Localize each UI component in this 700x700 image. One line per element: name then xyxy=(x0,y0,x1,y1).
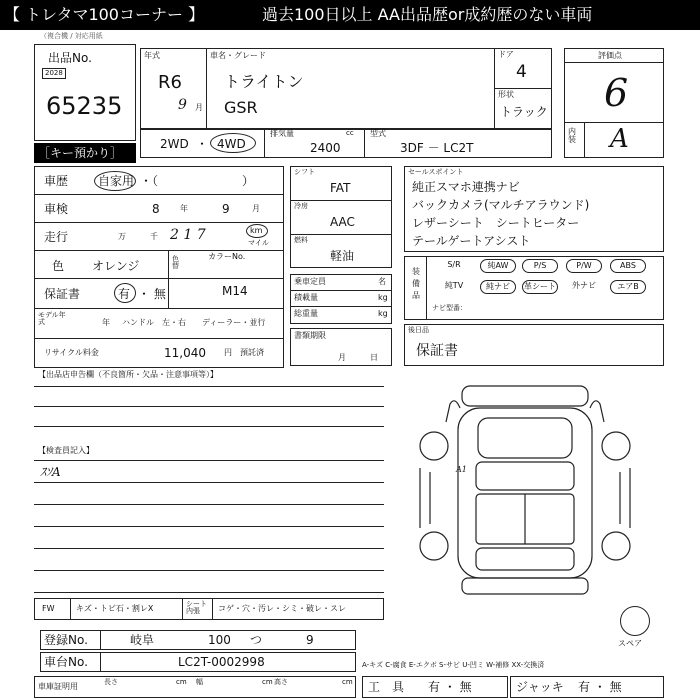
equip-extnav: 外ナビ xyxy=(572,281,596,290)
jack-value: 有 ・ 無 xyxy=(578,680,622,694)
selling-line-3: レザーシート シートヒーター xyxy=(412,216,580,230)
car-label: 車名・グレード xyxy=(210,51,266,60)
registration-place: 岐阜 xyxy=(130,633,155,647)
expiry-label: 書類期限 xyxy=(294,331,326,340)
interior-value: A xyxy=(610,124,629,154)
key-box xyxy=(34,143,136,163)
weight-label: 総重量 xyxy=(294,309,318,318)
inspection-label: 車検 xyxy=(44,202,69,216)
mileage-label: 走行 xyxy=(44,230,69,244)
mileage-unit-man: 万 xyxy=(118,232,126,241)
mileage-unit-sen: 千 xyxy=(150,232,158,241)
after-value: 保証書 xyxy=(416,343,458,359)
lot-label: 出品No. xyxy=(48,51,92,65)
history-value: 自家用 xyxy=(98,174,135,188)
history-label: 車歴 xyxy=(44,174,69,188)
chassis-label: 車台No. xyxy=(44,655,88,669)
shape-label: 形状 xyxy=(498,90,514,99)
model-value: 3DF － LC2T xyxy=(400,141,474,155)
color-label: 色 xyxy=(52,259,65,273)
year-month: 9 xyxy=(178,97,187,113)
spare-icon xyxy=(620,606,650,636)
cert-label: 車庫証明用 xyxy=(38,682,78,691)
history-rest: ・（ ） xyxy=(140,174,255,188)
selling-line-4: テールゲートアシスト xyxy=(412,234,531,248)
subnote: （複合機 / 対応用紙 xyxy=(40,32,103,40)
damage-codes: A-キズ C-腐食 E-エクボ S-サビ U-凹ミ W-補修 XX-交換済 xyxy=(362,661,545,669)
inspection-month: 9 xyxy=(222,202,230,216)
diagram-mirror-right xyxy=(590,401,604,422)
registration-num: 9 xyxy=(306,633,314,647)
shift-value: FAT xyxy=(330,181,351,195)
load-label: 積載量 xyxy=(294,293,318,302)
year-era: R6 xyxy=(158,72,182,93)
jack-label: ジャッキ xyxy=(516,680,564,694)
drive-sep: ・ xyxy=(196,137,209,151)
score-value: 6 xyxy=(604,71,629,115)
equipment-label: 装備品 xyxy=(412,267,420,300)
recycle-note: 預託済 xyxy=(240,348,264,357)
chassis-value: LC2T-0002998 xyxy=(178,655,265,669)
cert-width: 幅 xyxy=(196,678,203,686)
ac-value: AAC xyxy=(330,215,355,229)
fuel-label: 燃料 xyxy=(294,236,308,244)
equip-nav: 純ナビ xyxy=(480,280,516,294)
registration-class: 100 xyxy=(208,633,231,647)
displacement-value: 2400 xyxy=(310,141,341,155)
cert-row xyxy=(34,676,356,698)
car-diagram xyxy=(400,378,660,608)
model-label: 型式 xyxy=(370,129,386,138)
selling-line-2: バックカメラ(マルチアラウンド) xyxy=(412,198,590,212)
tools-value: 有 ・ 無 xyxy=(428,680,472,694)
equip-pw: P/W xyxy=(566,259,602,273)
mileage-digits: 2 1 7 xyxy=(170,227,206,243)
cert-height: 高さ xyxy=(274,678,288,686)
capacity-label: 乗車定員 xyxy=(294,277,326,286)
cert-unit-1: cm xyxy=(176,678,187,686)
declare-label: 【出品店申告欄（不良箇所・欠品・注意事項等）】 xyxy=(38,370,218,379)
warranty-rest: ・ 無 xyxy=(138,287,166,301)
selling-label: セールスポイント xyxy=(408,168,464,176)
diagram-note: A1 xyxy=(456,465,467,474)
equip-abs: ABS xyxy=(610,259,646,273)
header-banner xyxy=(0,0,700,30)
ac-label: 冷房 xyxy=(294,202,308,210)
banner-right: 過去100日以上 AA出品歴or成約歴のない車両 xyxy=(262,5,593,24)
displacement-label: 排気量 xyxy=(270,129,294,138)
legend-fw: FW xyxy=(42,604,55,613)
car-grade: GSR xyxy=(224,98,258,117)
colorno-label: カラーNo. xyxy=(208,252,246,261)
top-frame xyxy=(140,48,552,130)
diagram-hood xyxy=(478,418,572,458)
equip-tv: 純TV xyxy=(444,281,464,290)
diagram-wheel-rl xyxy=(420,532,448,560)
shape-value: トラック xyxy=(500,105,548,119)
car-name: トライトン xyxy=(224,72,304,91)
modelyear-label: モデル年式 xyxy=(38,311,66,326)
color-change-label: 色替 xyxy=(172,255,179,270)
equip-leather: 革シート xyxy=(522,280,558,294)
warranty-label: 保証書 xyxy=(44,287,81,301)
cert-unit-3: cm xyxy=(342,678,353,686)
diagram-mirror-left xyxy=(446,401,460,422)
modelyear-handle: ハンドル 左・右 xyxy=(122,318,186,327)
color-value: オレンジ xyxy=(92,259,140,273)
year-label: 年式 xyxy=(144,51,160,60)
key-label: ［キー預かり］ xyxy=(38,146,123,160)
shift-label: シフト xyxy=(294,168,315,176)
diagram-wheel-rr xyxy=(602,532,630,560)
diagram-rear-bumper xyxy=(462,578,588,594)
diagram-bed xyxy=(476,548,574,570)
fuel-value: 軽油 xyxy=(330,249,355,263)
diagram-side-right xyxy=(620,468,630,528)
diagram-side-left xyxy=(420,468,430,528)
interior-label: 内装 xyxy=(568,127,576,144)
registration-kana: つ xyxy=(250,633,263,647)
registration-label: 登録No. xyxy=(44,633,88,647)
modelyear-dealer: ディーラー・並行 xyxy=(202,318,266,327)
mileage-mile: マイル xyxy=(248,239,269,247)
recycle-unit: 円 xyxy=(224,348,232,357)
drive-2wd: 2WD xyxy=(160,137,189,151)
weight-unit: kg xyxy=(378,309,388,318)
cert-unit-2: cm xyxy=(262,678,273,686)
doors-label: ドア xyxy=(498,50,514,59)
selling-line-1: 純正スマホ連携ナビ xyxy=(412,180,520,194)
diagram-front-bumper xyxy=(462,386,588,406)
doors-value: 4 xyxy=(516,62,527,82)
inspection-year-unit: 年 xyxy=(180,204,188,213)
equip-airbag: エアB xyxy=(610,280,646,294)
tools-label: 工 具 xyxy=(368,680,405,694)
diagram-windshield xyxy=(476,462,574,490)
displacement-unit: cc xyxy=(346,129,354,137)
drive-4wd: 4WD xyxy=(217,137,246,151)
load-unit: kg xyxy=(378,293,388,302)
year-month-unit: 月 xyxy=(195,103,203,112)
equip-aw: 純AW xyxy=(480,259,516,273)
inspector-label: 【検査員記入】 xyxy=(38,446,94,455)
equip-ps: P/S xyxy=(522,259,558,273)
score-label: 評価点 xyxy=(598,51,622,60)
diagram-wheel-fl xyxy=(420,432,448,460)
spare-label: スペア xyxy=(618,639,642,648)
equip-sr: S/R xyxy=(447,260,461,269)
modelyear-year: 年 xyxy=(102,318,110,327)
legend-seat-label: シート内張 xyxy=(186,600,207,615)
warranty-value: 有 xyxy=(118,287,131,301)
inspection-month-unit: 月 xyxy=(252,204,260,213)
mileage-km: km xyxy=(250,226,263,235)
inspector-note: ｽｿA xyxy=(40,465,61,479)
lot-badge: 2028 xyxy=(42,68,66,79)
expiry-unit: 月 日 xyxy=(338,353,378,362)
recycle-value: 11,040 xyxy=(164,346,206,360)
recycle-label: リサイクル料金 xyxy=(44,348,99,357)
after-label: 後日品 xyxy=(408,326,429,334)
inspection-year: 8 xyxy=(152,202,160,216)
lot-number: 65235 xyxy=(46,92,123,120)
colorno-value: M14 xyxy=(222,284,248,298)
legend-fw-text: キズ・トビ石・割レX xyxy=(76,604,154,613)
banner-left: 【 トレタマ100コーナー 】 xyxy=(4,5,205,24)
cert-length: 長さ xyxy=(104,678,118,686)
legend-seat-text: コゲ・穴・汚レ・シミ・破レ・スレ xyxy=(218,604,346,613)
diagram-wheel-fr xyxy=(602,432,630,460)
nav-model-label: ナビ型番： xyxy=(432,304,467,312)
capacity-unit: 名 xyxy=(378,277,386,286)
